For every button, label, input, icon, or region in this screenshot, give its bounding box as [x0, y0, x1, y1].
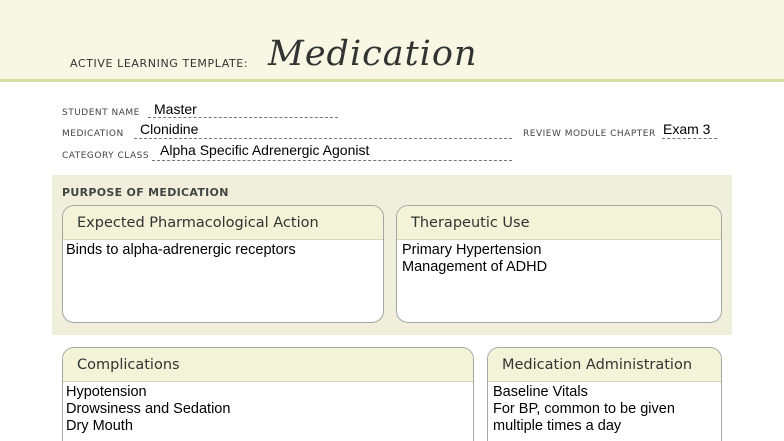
administration-text[interactable]: [488, 382, 721, 437]
therapeutic-use-line: Primary Hypertension: [402, 242, 542, 258]
review-module-underline: [662, 138, 717, 139]
student-name-field[interactable]: Master: [154, 101, 197, 117]
expected-action-title: Expected Pharmacological Action: [63, 206, 383, 240]
therapeutic-use-box: [396, 205, 722, 323]
therapeutic-use-text[interactable]: [397, 240, 721, 278]
administration-box: [487, 347, 722, 441]
complications-box: [62, 347, 474, 441]
purpose-label: PURPOSE OF MEDICATION: [62, 186, 229, 199]
expected-action-line: Binds to alpha-adrenergic receptors: [66, 242, 296, 258]
page-title: Medication: [268, 34, 478, 74]
category-class-field[interactable]: Alpha Specific Adrenergic Agonist: [160, 142, 370, 158]
complications-title: Complications: [63, 348, 473, 382]
expected-action-text[interactable]: [63, 240, 383, 261]
category-class-underline: [152, 160, 512, 161]
administration-line: Baseline Vitals: [493, 384, 588, 400]
medication-underline: [134, 138, 512, 139]
student-name-label: STUDENT NAME: [62, 108, 140, 118]
therapeutic-use-title: Therapeutic Use: [397, 206, 721, 240]
administration-title: Medication Administration: [488, 348, 721, 382]
review-module-label: REVIEW MODULE CHAPTER: [523, 129, 656, 139]
category-class-label: CATEGORY CLASS: [62, 151, 150, 161]
header-divider: [0, 79, 784, 82]
administration-line: For BP, common to be given: [493, 401, 675, 417]
review-module-field[interactable]: Exam 3: [663, 121, 711, 137]
administration-line: multiple times a day: [493, 418, 622, 434]
student-name-underline: [148, 117, 338, 118]
medication-field[interactable]: Clonidine: [140, 121, 199, 137]
complications-text[interactable]: [63, 382, 473, 437]
complications-line: Hypotension: [66, 384, 147, 400]
complications-line: Drowsiness and Sedation: [66, 401, 231, 417]
expected-action-box: [62, 205, 384, 323]
medication-label: MEDICATION: [62, 129, 124, 139]
template-label: ACTIVE LEARNING TEMPLATE:: [70, 57, 249, 70]
complications-line: Dry Mouth: [66, 418, 133, 434]
therapeutic-use-line: Management of ADHD: [402, 259, 548, 275]
